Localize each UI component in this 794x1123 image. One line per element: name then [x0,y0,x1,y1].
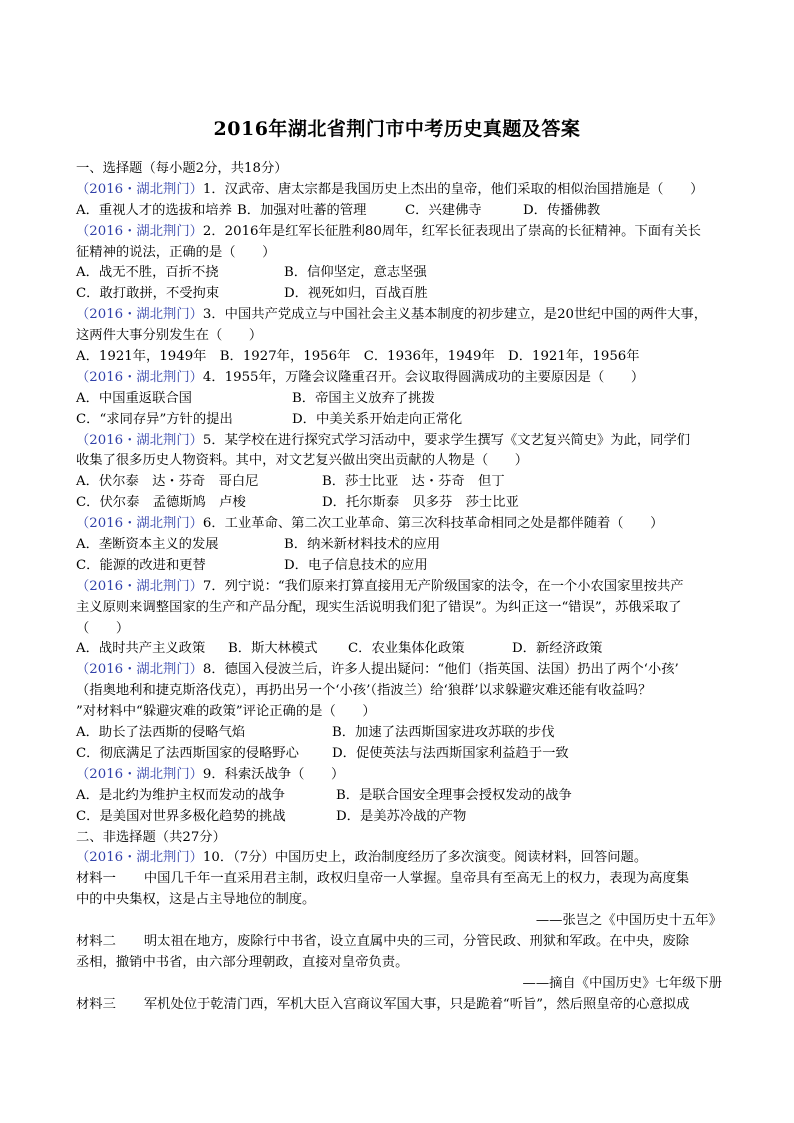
material-1-source: ——张岂之《中国历史十五年》 [535,913,722,929]
option-a: A．助长了法西斯的侵略气焰 [76,725,246,741]
option-c: C．敢打敢拼，不受拘束 [76,286,220,302]
source-tag: （2016・湖北荆门） [76,766,203,782]
option-d: D．电子信息技术的应用 [284,557,428,573]
material-label: 材料一 [76,871,116,887]
question-7-options [76,639,722,660]
question-3-stem-cont: 这两件大事分别发生在（ ） [76,328,263,344]
section-heading: 二、非选择题（共27分） [76,829,226,845]
material-2: 材料二 明太祖在地方，废除行中书省，设立直属中央的三司，分管民政、刑狱和军政。在中央，废除 [76,933,690,949]
option-b: B．加速了法西斯国家进攻苏联的步伐 [332,725,555,741]
option-d: D．促使英法与法西斯国家利益趋于一致 [332,745,569,761]
question-8-options-cd [76,744,722,765]
option-d: D．托尔斯泰 贝多芬 莎士比亚 [322,495,519,511]
option-b: B．帝国主义放弃了挑拨 [292,390,435,406]
question-6-options-ab [76,535,722,556]
question-6-stem: （2016・湖北荆门）6．工业革命、第二次工业革命、第三次科技革命相同之处是都伴随着（ ） [76,516,664,532]
option-d: D．视死如归，百战百胜 [284,286,428,302]
section-heading: 一、选择题（每小题2分，共18分） [76,161,288,176]
question-3-stem: （2016・湖北荆门）3．中国共产党成立与中国社会主义基本制度的初步建立，是20世纪中国的两件大事， [76,307,707,323]
question-5-options-ab [76,472,722,493]
option-c: C．兴建佛寺 [405,202,482,218]
option-a: A．伏尔泰 达・芬奇 哥白尼 [76,474,259,490]
material-label: 材料二 [76,933,116,949]
question-4-options-cd [76,410,722,431]
option-d: D．是美苏冷战的产物 [336,808,467,824]
question-1-options [76,201,722,222]
source-tag: （2016・湖北荆门） [76,181,203,197]
option-c: C．彻底满足了法西斯国家的侵略野心 [76,745,299,761]
question-9-stem: （2016・湖北荆门）9．科索沃战争（ ） [76,766,345,782]
option-a: A．重视人才的选拔和培养 [76,202,232,218]
source-tag: （2016・湖北荆门） [76,578,203,594]
question-5-stem: （2016・湖北荆门）5．某学校在进行探究式学习活动中，要求学生撰写《文艺复兴简史》为此，同学们 [76,432,691,448]
question-9-options-cd [76,807,722,828]
option-b: B．纳米新材料技术的应用 [284,537,441,553]
question-8-options-ab [76,723,722,744]
question-2-stem-cont: 征精神的说法，正确的是（ ） [76,244,276,260]
question-4-options-ab [76,389,722,410]
question-5-stem-cont: 收集了很多历史人物资料。其中，对文艺复兴做出突出贡献的人物是（ ） [76,453,529,469]
option-a: A．垄断资本主义的发展 [76,537,219,553]
option-c: C．农业集体化政策 [348,641,465,657]
option-b: B．斯大林模式 [228,641,318,657]
question-10-stem: （2016・湖北荆门）10．（7分）中国历史上，政治制度经历了多次演变。阅读材料，回答问题。 [76,850,648,866]
question-7-stem: （2016・湖北荆门）7．列宁说：“我们原来打算直接用无产阶级国家的法令，在一个小农国家里按共产 [76,578,684,594]
question-3-options: A．1921年，1949年 B．1927年，1956年 C．1936年，1949年 D．1921年，1956年 [76,349,640,365]
source-tag: （2016・湖北荆门） [76,432,203,448]
question-6-options-cd [76,556,722,577]
source-tag: （2016・湖北荆门） [76,662,203,678]
material-1: 材料一 中国几千年一直采用君主制，政权归皇帝一人掌握。皇帝具有至高无上的权力，表现为高度集 [76,871,690,887]
material-2-cont: 丞相，撤销中书省，由六部分理朝政，直接对皇帝负责。 [76,954,409,970]
option-d: D．新经济政策 [512,641,603,657]
question-8-stem: （2016・湖北荆门）8．德国入侵波兰后，许多人提出疑问：“他们（指英国、法国）扔出了两个‘小孩’ [76,662,679,678]
document-body [76,159,722,1016]
option-a: A．战时共产主义政策 [76,641,206,657]
question-9-options-ab [76,786,722,807]
source-tag: （2016・湖北荆门） [76,307,203,323]
option-b: B．莎士比亚 达・芬奇 但丁 [322,474,505,490]
question-2-options-cd [76,284,722,305]
question-8-stem-cont: （指奥地利和捷克斯洛伐克），再扔出另一个‘小孩’（指波兰）给‘狼群’以求躲避灾难还能有收益吗？ [76,683,652,699]
option-c: C．能源的改进和更替 [76,557,206,573]
option-d: D．传播佛教 [523,202,601,218]
question-1-stem: （2016・湖北荆门）1．汉武帝、唐太宗都是我国历史上杰出的皇帝，他们采取的相似治国措施是（ ） [76,181,704,197]
material-label: 材料三 [76,996,116,1012]
question-7-stem-cont: 主义原则来调整国家的生产和产品分配，现实生活说明我们犯了错误”。为纠正这一“错误”，苏俄采取了 [76,599,682,615]
option-a: A．中国重返联合国 [76,390,192,406]
option-b: B．是联合国安全理事会授权发动的战争 [336,787,572,803]
page-title: 2016年湖北省荆门市中考历史真题及答案 [213,118,581,140]
source-tag: （2016・湖北荆门） [76,850,203,866]
source-tag: （2016・湖北荆门） [76,223,203,239]
source-tag: （2016・湖北荆门） [76,516,203,532]
material-3: 材料三 军机处位于乾清门西，军机大臣入宫商议军国大事，只是跪着“听旨”，然后照皇帝的心意拟成 [76,996,690,1012]
option-c: C．伏尔泰 孟德斯鸠 卢梭 [76,495,246,511]
option-c: C．是美国对世界多极化趋势的挑战 [76,808,286,824]
option-c: C．“求同存异”方针的提出 [76,411,233,427]
option-a: A．是北约为维护主权而发动的战争 [76,787,286,803]
question-4-stem: （2016・湖北荆门）4．1955年，万隆会议隆重召开。会议取得圆满成功的主要原因是（ ） [76,369,645,385]
question-8-stem-end: ”对材料中“躲避灾难的政策”评论正确的是（ ） [76,704,376,720]
option-b: B．信仰坚定，意志坚强 [284,265,427,281]
material-2-source: ——摘自《中国历史》七年级下册 [522,975,722,991]
option-b: B．加强对吐蕃的管理 [237,202,367,218]
source-tag: （2016・湖北荆门） [76,369,203,385]
question-2-stem: （2016・湖北荆门）2．2016年是红军长征胜利80周年，红军长征表现出了崇高的长征精神。下面有关长 [76,223,701,239]
question-7-stem-end: （ ） [76,620,130,636]
option-d: D．中美关系开始走向正常化 [292,411,463,427]
material-1-cont: 中的中央集权，这是占主导地位的制度。 [76,892,316,908]
question-5-options-cd [76,493,722,514]
question-2-options-ab [76,263,722,284]
option-a: A．战无不胜，百折不挠 [76,265,219,281]
